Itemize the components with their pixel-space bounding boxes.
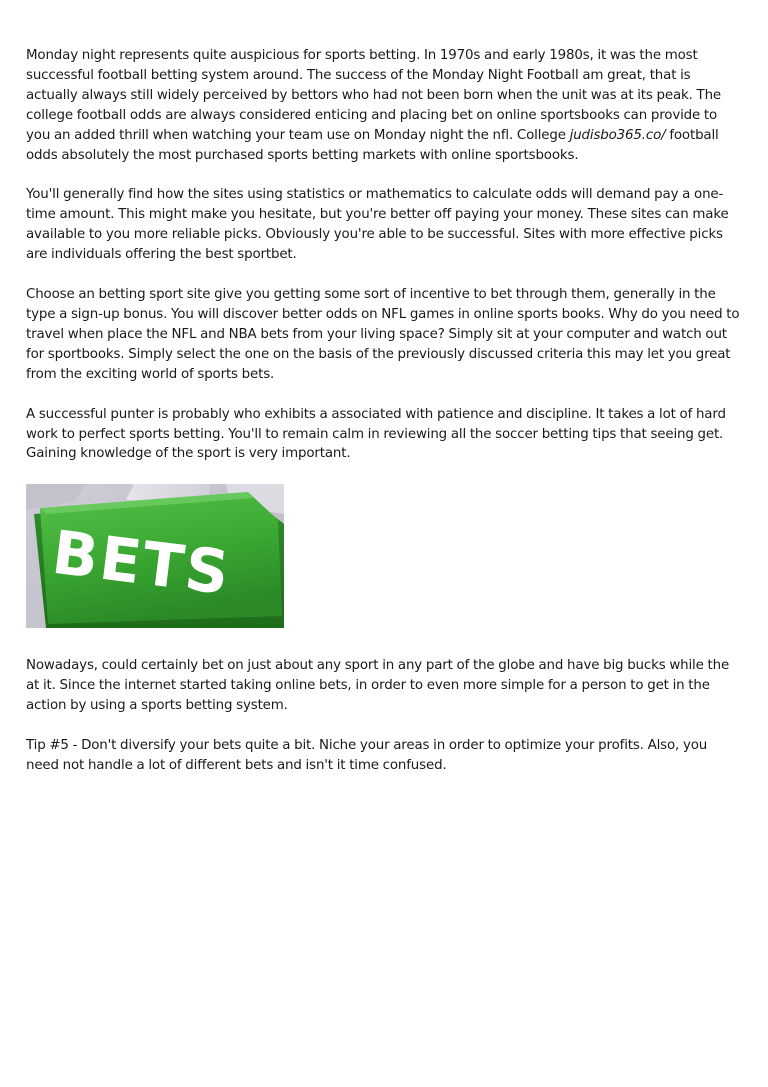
paragraph-6: Tip #5 - Don't diversify your bets quite a bit. Niche your areas in order to optimize your profits. Also, you need not handle a lot of different bets and isn't it time confused.: [26, 738, 708, 773]
bets-keyboard-image: [26, 484, 284, 628]
paragraph-4: A successful punter is probably who exhibits a associated with patience and discipline. It takes a lot of hard work to perfect sports betting. You'll to remain calm in reviewing all the soccer betting tips that seeing get. Gaining knowledge of the sport is very important.: [26, 406, 726, 462]
document-page: [26, 46, 742, 796]
paragraph-2: You'll generally find how the sites using statistics or mathematics to calculate odds will demand pay a one-time amount. This might make you hesitate, but you're better off paying your money. These sites can make available to you more reliable picks. Obviously you're able to be successful. Sites with more effective picks are individuals offering the best sportbet.: [26, 187, 729, 263]
bets-key-illustration: [26, 484, 284, 628]
paragraph-3: Choose an betting sport site give you getting some sort of incentive to bet through them, generally in the type a sign-up bonus. You will discover better odds on NFL games in online sports books. Why do you need to travel when place the NFL and NBA bets from your living space? Simply sit at your computer and watch out for sportbooks. Simply select the one on the basis of the previously discussed criteria this may let you great from the exciting world of sports bets.: [26, 287, 740, 382]
paragraph-5: Nowadays, could certainly bet on just about any sport in any part of the globe and have big bucks while the at it. Since the internet started taking online bets, in order to even more simple for a person to get in the action by using a sports betting system.: [26, 658, 730, 714]
paragraph-1: [26, 46, 742, 165]
site-link[interactable]: judisbo365.co/: [569, 127, 666, 143]
bets-key-label: BETS: [48, 518, 235, 610]
paragraph-1-text-after: football odds absolutely the most purchased sports betting markets with online sportsbooks.: [26, 127, 719, 163]
paragraph-1-text-before: Monday night represents quite auspicious for sports betting. In 1970s and early 1980s, it was the most successful football betting system around. The success of the Monday Night Football am great, that is actually always still widely perceived by bettors who had not been born when the unit was at its peak. The college football odds are always considered enticing and placing bet on online sportsbooks can provide to you an added thrill when watching your team use on Monday night the nfl. College: [26, 48, 721, 143]
